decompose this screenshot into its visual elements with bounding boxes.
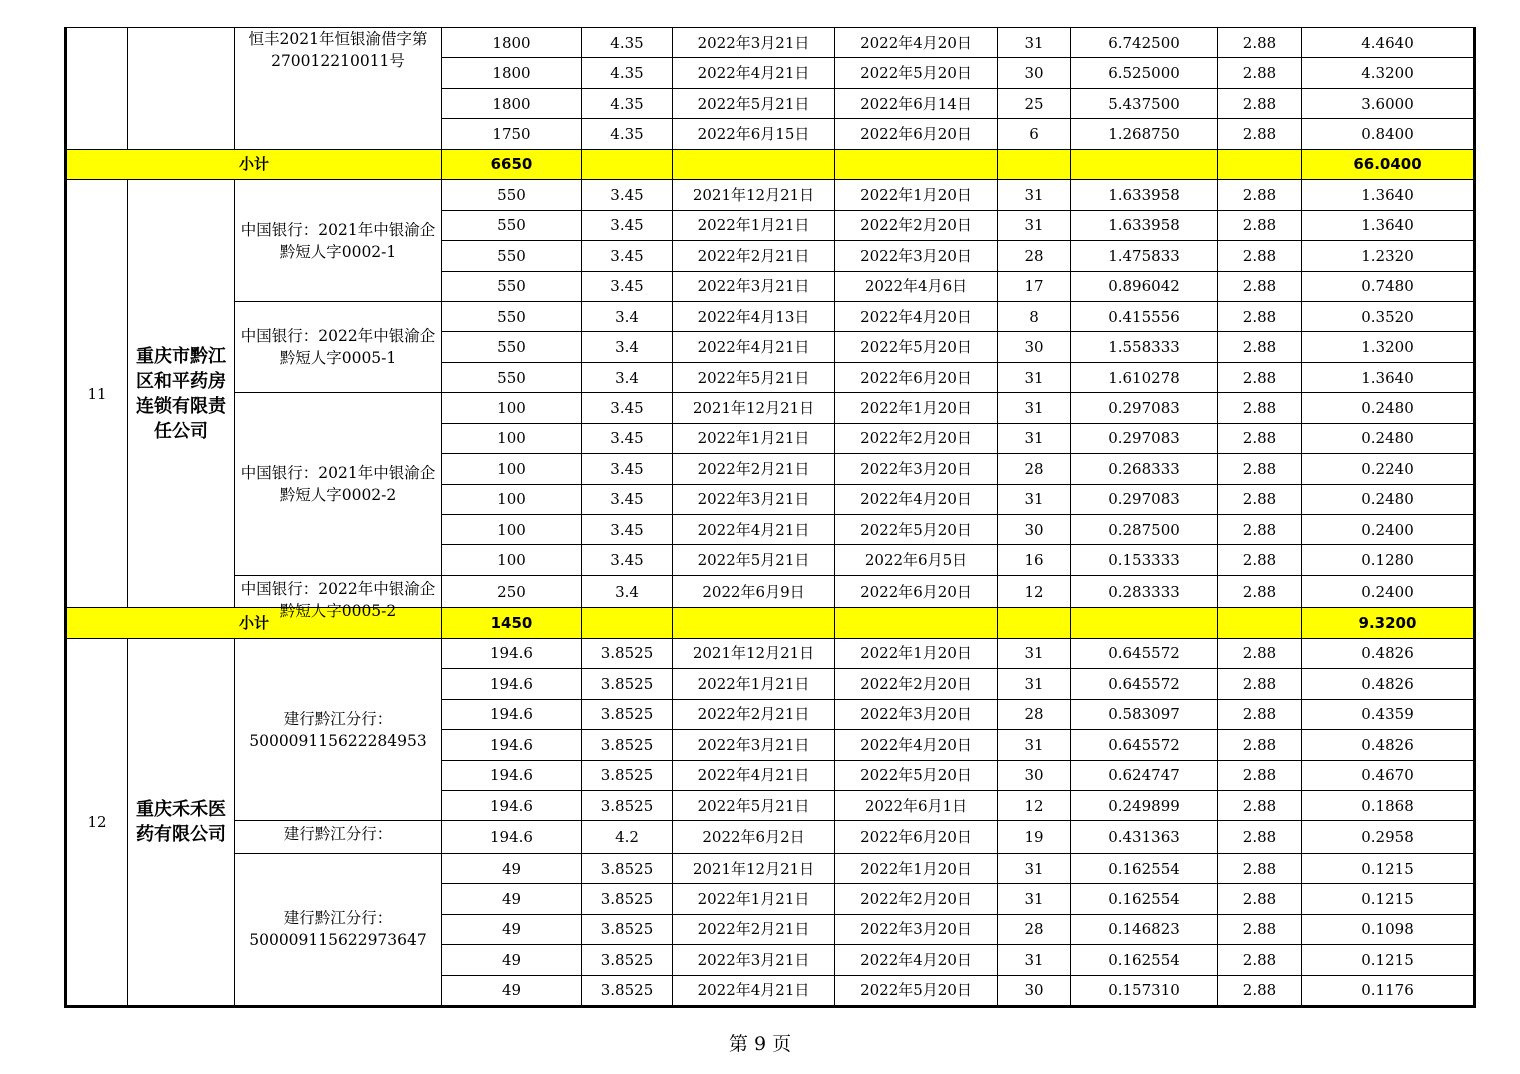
- days-cell: 31: [998, 180, 1071, 210]
- subsidy-rate-cell: 2.88: [1218, 88, 1302, 118]
- subtotal-amount: 1450: [442, 608, 582, 638]
- days-cell: 6: [998, 119, 1071, 149]
- subsidy-rate-cell: 2.88: [1218, 484, 1302, 514]
- subsidy-amount-cell: 0.1176: [1302, 975, 1475, 1006]
- end-date-cell: 2022年4月20日: [835, 730, 998, 760]
- subtotal-empty-cell: [1218, 149, 1302, 179]
- subtotal-empty-cell: [582, 149, 673, 179]
- rate-cell: 3.45: [582, 180, 673, 210]
- days-cell: 12: [998, 790, 1071, 820]
- loan-amount-cell: 550: [442, 210, 582, 240]
- subsidy-rate-cell: 2.88: [1218, 945, 1302, 975]
- days-cell: 30: [998, 760, 1071, 790]
- days-cell: 28: [998, 241, 1071, 271]
- rate-cell: 3.8525: [582, 638, 673, 668]
- interest-cell: 0.645572: [1071, 638, 1218, 668]
- table-row: [66, 180, 1475, 210]
- loan-amount-cell: 49: [442, 914, 582, 944]
- subsidy-amount-cell: 0.2400: [1302, 515, 1475, 545]
- loan-amount-cell: 550: [442, 332, 582, 362]
- bank-contract-label: [235, 821, 442, 853]
- interest-cell: 0.162554: [1071, 884, 1218, 914]
- loan-amount-cell: 250: [442, 575, 582, 607]
- days-cell: 31: [998, 853, 1071, 883]
- end-date-cell: 2022年4月20日: [835, 945, 998, 975]
- subsidy-rate-cell: 2.88: [1218, 760, 1302, 790]
- subsidy-amount-cell: 0.7480: [1302, 271, 1475, 301]
- seq-number: 12: [66, 638, 128, 1006]
- loan-amount-cell: 100: [442, 484, 582, 514]
- subsidy-rate-cell: 2.88: [1218, 975, 1302, 1006]
- loan-amount-cell: 49: [442, 853, 582, 883]
- interest-cell: 1.475833: [1071, 241, 1218, 271]
- rate-cell: 4.35: [582, 119, 673, 149]
- end-date-cell: 2022年4月20日: [835, 484, 998, 514]
- subsidy-amount-cell: 4.3200: [1302, 58, 1475, 88]
- bank-contract-text: 中国银行：2022年中银渝企黔短人字0005-2: [240, 579, 436, 620]
- rate-cell: 3.45: [582, 210, 673, 240]
- loan-amount-cell: 1800: [442, 88, 582, 118]
- loan-amount-cell: 1800: [442, 58, 582, 88]
- loan-amount-cell: 100: [442, 454, 582, 484]
- rate-cell: 3.4: [582, 301, 673, 331]
- start-date-cell: 2022年2月21日: [673, 241, 835, 271]
- interest-cell: 1.268750: [1071, 119, 1218, 149]
- table-row: [66, 301, 1475, 331]
- end-date-cell: 2022年4月20日: [835, 301, 998, 331]
- days-cell: 12: [998, 575, 1071, 607]
- start-date-cell: 2022年6月9日: [673, 575, 835, 607]
- days-cell: 31: [998, 210, 1071, 240]
- start-date-cell: 2022年6月2日: [673, 821, 835, 853]
- start-date-cell: 2022年4月13日: [673, 301, 835, 331]
- subsidy-rate-cell: 2.88: [1218, 210, 1302, 240]
- end-date-cell: 2022年6月1日: [835, 790, 998, 820]
- interest-cell: 0.297083: [1071, 484, 1218, 514]
- subsidy-amount-cell: 0.8400: [1302, 119, 1475, 149]
- subsidy-rate-cell: 2.88: [1218, 790, 1302, 820]
- days-cell: 31: [998, 28, 1071, 58]
- days-cell: 28: [998, 454, 1071, 484]
- loan-amount-cell: 194.6: [442, 730, 582, 760]
- subsidy-amount-cell: 0.3520: [1302, 301, 1475, 331]
- subsidy-amount-cell: 1.3640: [1302, 180, 1475, 210]
- subsidy-rate-cell: 2.88: [1218, 669, 1302, 699]
- subsidy-amount-cell: 0.1215: [1302, 853, 1475, 883]
- subsidy-rate-cell: 2.88: [1218, 638, 1302, 668]
- end-date-cell: 2022年1月20日: [835, 393, 998, 423]
- interest-cell: 0.287500: [1071, 515, 1218, 545]
- days-cell: 31: [998, 884, 1071, 914]
- interest-cell: 1.633958: [1071, 180, 1218, 210]
- bank-contract-label: 建行黔江分行：500009115622973647: [235, 853, 442, 1006]
- subsidy-rate-cell: 2.88: [1218, 853, 1302, 883]
- end-date-cell: 2022年6月20日: [835, 821, 998, 853]
- rate-cell: 3.8525: [582, 975, 673, 1006]
- rate-cell: 3.45: [582, 271, 673, 301]
- subsidy-rate-cell: 2.88: [1218, 545, 1302, 575]
- rate-cell: 3.45: [582, 241, 673, 271]
- end-date-cell: 2022年4月6日: [835, 271, 998, 301]
- rate-cell: 3.4: [582, 332, 673, 362]
- loan-amount-cell: 194.6: [442, 638, 582, 668]
- subsidy-amount-cell: 0.2480: [1302, 423, 1475, 453]
- start-date-cell: 2022年3月21日: [673, 484, 835, 514]
- days-cell: 31: [998, 393, 1071, 423]
- subtotal-row: [66, 608, 1475, 638]
- subsidy-rate-cell: 2.88: [1218, 28, 1302, 58]
- table-row: [66, 638, 1475, 668]
- interest-cell: 1.633958: [1071, 210, 1218, 240]
- subtotal-empty-cell: [582, 608, 673, 638]
- interest-cell: 1.558333: [1071, 332, 1218, 362]
- subsidy-rate-cell: 2.88: [1218, 271, 1302, 301]
- end-date-cell: 2022年5月20日: [835, 515, 998, 545]
- subsidy-rate-cell: 2.88: [1218, 393, 1302, 423]
- interest-cell: 5.437500: [1071, 88, 1218, 118]
- loan-amount-cell: 550: [442, 362, 582, 392]
- subsidy-amount-cell: 0.2480: [1302, 484, 1475, 514]
- interest-cell: 0.645572: [1071, 669, 1218, 699]
- days-cell: 17: [998, 271, 1071, 301]
- start-date-cell: 2022年3月21日: [673, 730, 835, 760]
- days-cell: 28: [998, 914, 1071, 944]
- end-date-cell: 2022年6月5日: [835, 545, 998, 575]
- days-cell: 31: [998, 945, 1071, 975]
- loan-amount-cell: 1800: [442, 28, 582, 58]
- rate-cell: 3.45: [582, 484, 673, 514]
- seq-number: [66, 28, 128, 150]
- subsidy-rate-cell: 2.88: [1218, 699, 1302, 729]
- end-date-cell: 2022年3月20日: [835, 241, 998, 271]
- start-date-cell: 2022年5月21日: [673, 790, 835, 820]
- subsidy-amount-cell: 0.4826: [1302, 638, 1475, 668]
- company-name: [128, 28, 235, 150]
- subsidy-rate-cell: 2.88: [1218, 241, 1302, 271]
- rate-cell: 3.8525: [582, 669, 673, 699]
- subtotal-empty-cell: [1071, 149, 1218, 179]
- end-date-cell: 2022年6月20日: [835, 362, 998, 392]
- end-date-cell: 2022年2月20日: [835, 210, 998, 240]
- start-date-cell: 2021年12月21日: [673, 180, 835, 210]
- end-date-cell: 2022年4月20日: [835, 28, 998, 58]
- start-date-cell: 2022年6月15日: [673, 119, 835, 149]
- interest-cell: 0.157310: [1071, 975, 1218, 1006]
- start-date-cell: 2022年5月21日: [673, 545, 835, 575]
- bank-contract-label: 建行黔江分行：500009115622284953: [235, 638, 442, 821]
- start-date-cell: 2022年2月21日: [673, 699, 835, 729]
- start-date-cell: 2022年1月21日: [673, 423, 835, 453]
- end-date-cell: 2022年1月20日: [835, 638, 998, 668]
- rate-cell: 3.4: [582, 362, 673, 392]
- start-date-cell: 2022年1月21日: [673, 210, 835, 240]
- loan-amount-cell: 49: [442, 975, 582, 1006]
- subsidy-amount-cell: 0.1280: [1302, 545, 1475, 575]
- loan-amount-cell: 194.6: [442, 821, 582, 853]
- loan-amount-cell: 1750: [442, 119, 582, 149]
- rate-cell: 3.8525: [582, 760, 673, 790]
- days-cell: 31: [998, 638, 1071, 668]
- interest-cell: 0.153333: [1071, 545, 1218, 575]
- subsidy-amount-cell: 1.3640: [1302, 362, 1475, 392]
- start-date-cell: 2021年12月21日: [673, 393, 835, 423]
- subsidy-rate-cell: 2.88: [1218, 301, 1302, 331]
- loan-amount-cell: 194.6: [442, 790, 582, 820]
- table-row: [66, 575, 1475, 607]
- subsidy-amount-cell: 4.4640: [1302, 28, 1475, 58]
- table-row: [66, 393, 1475, 423]
- end-date-cell: 2022年5月20日: [835, 975, 998, 1006]
- seq-number: 11: [66, 180, 128, 608]
- start-date-cell: 2022年5月21日: [673, 362, 835, 392]
- interest-cell: 0.146823: [1071, 914, 1218, 944]
- days-cell: 30: [998, 515, 1071, 545]
- interest-cell: 0.268333: [1071, 454, 1218, 484]
- days-cell: 8: [998, 301, 1071, 331]
- subsidy-amount-cell: 0.4359: [1302, 699, 1475, 729]
- rate-cell: 3.8525: [582, 945, 673, 975]
- end-date-cell: 2022年3月20日: [835, 914, 998, 944]
- end-date-cell: 2022年6月20日: [835, 575, 998, 607]
- loan-amount-cell: 100: [442, 545, 582, 575]
- start-date-cell: 2022年4月21日: [673, 760, 835, 790]
- subtotal-empty-cell: [835, 149, 998, 179]
- interest-cell: 0.431363: [1071, 821, 1218, 853]
- days-cell: 16: [998, 545, 1071, 575]
- subsidy-amount-cell: 0.1868: [1302, 790, 1475, 820]
- days-cell: 19: [998, 821, 1071, 853]
- rate-cell: 3.45: [582, 454, 673, 484]
- start-date-cell: 2022年1月21日: [673, 884, 835, 914]
- end-date-cell: 2022年5月20日: [835, 760, 998, 790]
- subsidy-rate-cell: 2.88: [1218, 119, 1302, 149]
- subsidy-amount-cell: 0.1098: [1302, 914, 1475, 944]
- subtotal-empty-cell: [1218, 608, 1302, 638]
- end-date-cell: 2022年6月20日: [835, 119, 998, 149]
- subsidy-rate-cell: 2.88: [1218, 362, 1302, 392]
- end-date-cell: 2022年1月20日: [835, 853, 998, 883]
- rate-cell: 3.8525: [582, 699, 673, 729]
- interest-cell: 0.645572: [1071, 730, 1218, 760]
- subsidy-rate-cell: 2.88: [1218, 575, 1302, 607]
- days-cell: 25: [998, 88, 1071, 118]
- interest-cell: 0.896042: [1071, 271, 1218, 301]
- start-date-cell: 2021年12月21日: [673, 853, 835, 883]
- end-date-cell: 2022年3月20日: [835, 454, 998, 484]
- start-date-cell: 2022年2月21日: [673, 914, 835, 944]
- bank-contract-label: 中国银行：2022年中银渝企黔短人字0005-1: [235, 301, 442, 392]
- rate-cell: 3.45: [582, 423, 673, 453]
- loan-amount-cell: 550: [442, 301, 582, 331]
- start-date-cell: 2022年4月21日: [673, 515, 835, 545]
- subsidy-rate-cell: 2.88: [1218, 180, 1302, 210]
- interest-cell: 0.624747: [1071, 760, 1218, 790]
- table-row: [66, 821, 1475, 853]
- start-date-cell: 2022年4月21日: [673, 975, 835, 1006]
- subsidy-amount-cell: 0.2240: [1302, 454, 1475, 484]
- subsidy-rate-cell: 2.88: [1218, 454, 1302, 484]
- interest-cell: 6.742500: [1071, 28, 1218, 58]
- subtotal-row: [66, 149, 1475, 179]
- end-date-cell: 2022年6月14日: [835, 88, 998, 118]
- subsidy-rate-cell: 2.88: [1218, 914, 1302, 944]
- subsidy-amount-cell: 0.2480: [1302, 393, 1475, 423]
- start-date-cell: 2022年4月21日: [673, 58, 835, 88]
- rate-cell: 3.4: [582, 575, 673, 607]
- bank-contract-text: 建行黔江分行：: [283, 825, 393, 844]
- interest-cell: 0.162554: [1071, 945, 1218, 975]
- end-date-cell: 2022年2月20日: [835, 884, 998, 914]
- subsidy-amount-cell: 0.4826: [1302, 669, 1475, 699]
- days-cell: 31: [998, 484, 1071, 514]
- interest-cell: 0.283333: [1071, 575, 1218, 607]
- end-date-cell: 2022年5月20日: [835, 332, 998, 362]
- subtotal-empty-cell: [673, 608, 835, 638]
- table-row: [66, 853, 1475, 883]
- subtotal-label: 小计: [66, 608, 442, 638]
- subtotal-label: 小计: [66, 149, 442, 179]
- loan-amount-cell: 49: [442, 884, 582, 914]
- days-cell: 31: [998, 669, 1071, 699]
- subsidy-amount-cell: 1.2320: [1302, 241, 1475, 271]
- loan-amount-cell: 550: [442, 271, 582, 301]
- rate-cell: 3.8525: [582, 730, 673, 760]
- start-date-cell: 2022年4月21日: [673, 332, 835, 362]
- rate-cell: 3.8525: [582, 884, 673, 914]
- end-date-cell: 2022年3月20日: [835, 699, 998, 729]
- subsidy-rate-cell: 2.88: [1218, 730, 1302, 760]
- subtotal-empty-cell: [835, 608, 998, 638]
- days-cell: 31: [998, 362, 1071, 392]
- interest-cell: 0.162554: [1071, 853, 1218, 883]
- rate-cell: 3.45: [582, 393, 673, 423]
- table-row: [66, 28, 1475, 58]
- days-cell: 30: [998, 975, 1071, 1006]
- interest-cell: 0.297083: [1071, 393, 1218, 423]
- subtotal-empty-cell: [1071, 608, 1218, 638]
- subtotal-empty-cell: [673, 149, 835, 179]
- start-date-cell: 2022年5月21日: [673, 88, 835, 118]
- start-date-cell: 2022年3月21日: [673, 28, 835, 58]
- subtotal-empty-cell: [998, 149, 1071, 179]
- company-name: 重庆市黔江区和平药房连锁有限责任公司: [128, 180, 235, 608]
- subsidy-amount-cell: 1.3200: [1302, 332, 1475, 362]
- end-date-cell: 2022年2月20日: [835, 669, 998, 699]
- start-date-cell: 2022年3月21日: [673, 271, 835, 301]
- subsidy-amount-cell: 0.1215: [1302, 884, 1475, 914]
- rate-cell: 4.35: [582, 28, 673, 58]
- days-cell: 31: [998, 423, 1071, 453]
- subsidy-amount-cell: 0.4670: [1302, 760, 1475, 790]
- subtotal-empty-cell: [998, 608, 1071, 638]
- start-date-cell: 2022年2月21日: [673, 454, 835, 484]
- loan-amount-cell: 550: [442, 180, 582, 210]
- interest-cell: 0.249899: [1071, 790, 1218, 820]
- interest-table: [64, 27, 1476, 1008]
- rate-cell: 4.35: [582, 88, 673, 118]
- interest-cell: 1.610278: [1071, 362, 1218, 392]
- subsidy-amount-cell: 0.4826: [1302, 730, 1475, 760]
- loan-amount-cell: 100: [442, 423, 582, 453]
- subtotal-amount: 6650: [442, 149, 582, 179]
- loan-amount-cell: 49: [442, 945, 582, 975]
- subtotal-total: 9.3200: [1302, 608, 1475, 638]
- loan-amount-cell: 194.6: [442, 699, 582, 729]
- page-number: 第 9 页: [728, 1033, 792, 1055]
- bank-contract-label: 恒丰2021年恒银渝借字第270012210011号: [235, 28, 442, 150]
- start-date-cell: 2021年12月21日: [673, 638, 835, 668]
- bank-contract-label: 中国银行：2021年中银渝企黔短人字0002-1: [235, 180, 442, 302]
- company-name: 重庆禾禾医药有限公司: [128, 638, 235, 1006]
- rate-cell: 3.45: [582, 545, 673, 575]
- end-date-cell: 2022年5月20日: [835, 58, 998, 88]
- loan-amount-cell: 100: [442, 393, 582, 423]
- subsidy-rate-cell: 2.88: [1218, 515, 1302, 545]
- start-date-cell: 2022年3月21日: [673, 945, 835, 975]
- rate-cell: 4.35: [582, 58, 673, 88]
- subsidy-rate-cell: 2.88: [1218, 821, 1302, 853]
- end-date-cell: 2022年2月20日: [835, 423, 998, 453]
- interest-cell: 0.297083: [1071, 423, 1218, 453]
- bank-contract-label: [235, 575, 442, 620]
- loan-amount-cell: 194.6: [442, 760, 582, 790]
- subsidy-rate-cell: 2.88: [1218, 332, 1302, 362]
- subsidy-rate-cell: 2.88: [1218, 884, 1302, 914]
- rate-cell: 4.2: [582, 821, 673, 853]
- days-cell: 28: [998, 699, 1071, 729]
- subsidy-amount-cell: 0.1215: [1302, 945, 1475, 975]
- subsidy-amount-cell: 0.2400: [1302, 575, 1475, 607]
- rate-cell: 3.8525: [582, 790, 673, 820]
- rate-cell: 3.8525: [582, 914, 673, 944]
- interest-cell: 0.415556: [1071, 301, 1218, 331]
- rate-cell: 3.8525: [582, 853, 673, 883]
- start-date-cell: 2022年1月21日: [673, 669, 835, 699]
- subsidy-amount-cell: 1.3640: [1302, 210, 1475, 240]
- days-cell: 30: [998, 332, 1071, 362]
- rate-cell: 3.45: [582, 515, 673, 545]
- days-cell: 31: [998, 730, 1071, 760]
- subsidy-rate-cell: 2.88: [1218, 423, 1302, 453]
- loan-amount-cell: 194.6: [442, 669, 582, 699]
- bank-contract-label: 中国银行：2021年中银渝企黔短人字0002-2: [235, 393, 442, 576]
- days-cell: 30: [998, 58, 1071, 88]
- subsidy-amount-cell: 0.2958: [1302, 821, 1475, 853]
- interest-cell: 6.525000: [1071, 58, 1218, 88]
- loan-amount-cell: 100: [442, 515, 582, 545]
- subtotal-total: 66.0400: [1302, 149, 1475, 179]
- subsidy-rate-cell: 2.88: [1218, 58, 1302, 88]
- interest-cell: 0.583097: [1071, 699, 1218, 729]
- loan-amount-cell: 550: [442, 241, 582, 271]
- end-date-cell: 2022年1月20日: [835, 180, 998, 210]
- subsidy-amount-cell: 3.6000: [1302, 88, 1475, 118]
